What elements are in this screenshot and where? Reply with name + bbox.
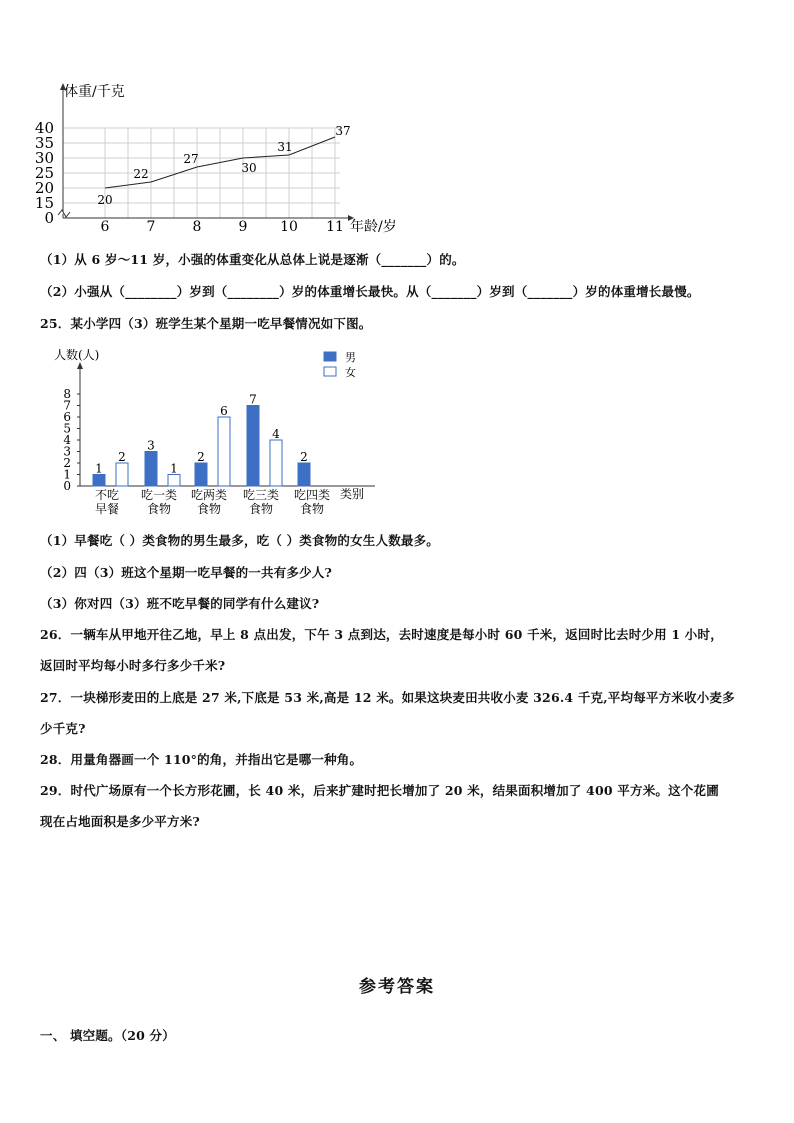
y-tick-label: 3	[63, 444, 71, 459]
bar-label: 3	[147, 438, 155, 453]
question-28: 28．用量角器画一个 110°的角，并指出它是哪一种角。	[40, 752, 363, 767]
bar	[218, 417, 230, 486]
category-label: 食物	[196, 502, 222, 516]
legend-swatch	[324, 352, 336, 361]
x-tick-label: 10	[280, 219, 298, 235]
bar-label: 4	[272, 427, 280, 441]
bar-label: 1	[95, 461, 103, 476]
y-tick-label: 25	[34, 164, 54, 182]
legend-label: 女	[345, 366, 356, 379]
y-tick-label: 1	[63, 467, 71, 482]
y-tick-label: 8	[63, 387, 71, 401]
y-tick-label: 40	[34, 119, 54, 137]
bar	[270, 440, 282, 486]
y-tick-label: 35	[34, 134, 54, 152]
data-label: 27	[183, 152, 199, 166]
bar-label: 2	[118, 450, 126, 464]
question-27-line-2: 少千克?	[40, 721, 86, 736]
question-27-line-1: 27．一块梯形麦田的上底是 27 米,下底是 53 米,高是 12 米。如果这块麦田共收小麦 326.4 千克,平均每平方米收小麦多	[40, 690, 735, 705]
category-label: 不吃	[94, 488, 120, 502]
category-label: 早餐	[94, 502, 120, 516]
bar	[145, 452, 157, 487]
bar	[168, 475, 180, 487]
y-tick-label: 20	[34, 179, 54, 197]
category-label: 吃两类	[190, 488, 228, 502]
y-axis-label: 人数(人)	[54, 348, 100, 362]
category-label: 食物	[248, 502, 274, 516]
x-tick-label: 6	[100, 219, 110, 235]
x-tick-label: 11	[326, 219, 344, 235]
question-26-line-2: 返回时平均每小时多行多少千米?	[40, 658, 226, 673]
answer-title: 参考答案	[359, 977, 435, 997]
y-tick-label: 30	[34, 149, 54, 167]
bar	[195, 463, 207, 486]
question-26-line-1: 26．一辆车从甲地开往乙地，早上 8 点出发，下午 3 点到达，去时速度是每小时 60 千米，返回时比去时少用 1 小时，	[40, 627, 723, 642]
data-label: 22	[133, 167, 149, 181]
category-label: 吃四类	[293, 488, 331, 502]
category-label: 食物	[299, 502, 325, 516]
question-29-line-2: 现在占地面积是多少平方米?	[40, 814, 200, 829]
question-29-line-1: 29．时代广场原有一个长方形花圃，长 40 米，后来扩建时把长增加了 20 米，结果面积增加了 400 平方米。这个花圃	[40, 783, 719, 798]
bar	[298, 463, 310, 486]
x-tick-label: 8	[192, 219, 202, 235]
y-tick-label: 0	[63, 479, 71, 493]
y-axis-arrow	[77, 362, 83, 369]
y-tick-label: 2	[63, 456, 71, 470]
bar-label: 2	[197, 450, 205, 464]
y-axis-label: 体重/千克	[64, 84, 125, 100]
question-25-1: （1）早餐吃（ ）类食物的男生最多，吃（ ）类食物的女生人数最多。	[40, 533, 440, 548]
bar-label: 1	[170, 461, 178, 476]
legend-swatch	[324, 367, 336, 376]
y-tick-label: 5	[63, 421, 71, 436]
y-tick-label: 6	[63, 410, 71, 424]
section-heading: 一、 填空题。（20 分）	[40, 1028, 175, 1043]
bar	[116, 463, 128, 486]
y-tick-label: 4	[63, 433, 71, 447]
data-label: 37	[335, 124, 351, 138]
category-label: 吃一类	[140, 488, 178, 502]
x-axis-label: 年龄/岁	[350, 219, 397, 235]
bar	[247, 406, 259, 487]
bar	[93, 475, 105, 487]
x-tick-label: 7	[146, 219, 156, 235]
bar-label: 6	[220, 404, 228, 418]
data-label: 31	[277, 140, 293, 154]
axis-break-mark	[58, 210, 70, 217]
category-label: 吃三类	[242, 488, 280, 502]
y-tick-label: 7	[63, 398, 71, 413]
y-tick-label: 0	[44, 209, 54, 227]
x-axis-label: 类别	[340, 487, 365, 501]
question-24-2: （2）小强从（________）岁到（________）岁的体重增长最快。从（_______）岁到（_______）岁的体重增长最慢。	[40, 284, 700, 299]
category-label: 食物	[146, 502, 172, 516]
legend-label: 男	[345, 351, 356, 364]
question-25-3: （3）你对四（3）班不吃早餐的同学有什么建议?	[40, 596, 320, 611]
y-tick-label: 15	[34, 194, 54, 212]
breakfast-bar-chart	[40, 342, 380, 522]
data-label: 20	[97, 193, 113, 207]
weight-line-chart	[30, 78, 420, 238]
x-tick-label: 9	[238, 219, 248, 235]
question-25-2: （2）四（3）班这个星期一吃早餐的一共有多少人?	[40, 565, 333, 580]
question-25: 25．某小学四（3）班学生某个星期一吃早餐情况如下图。	[40, 316, 372, 331]
question-24-1: （1）从 6 岁～11 岁，小强的体重变化从总体上说是逐渐（_______）的。	[40, 252, 465, 267]
data-label: 30	[241, 161, 257, 175]
bar-label: 2	[300, 450, 308, 464]
bar-label: 7	[249, 392, 257, 407]
